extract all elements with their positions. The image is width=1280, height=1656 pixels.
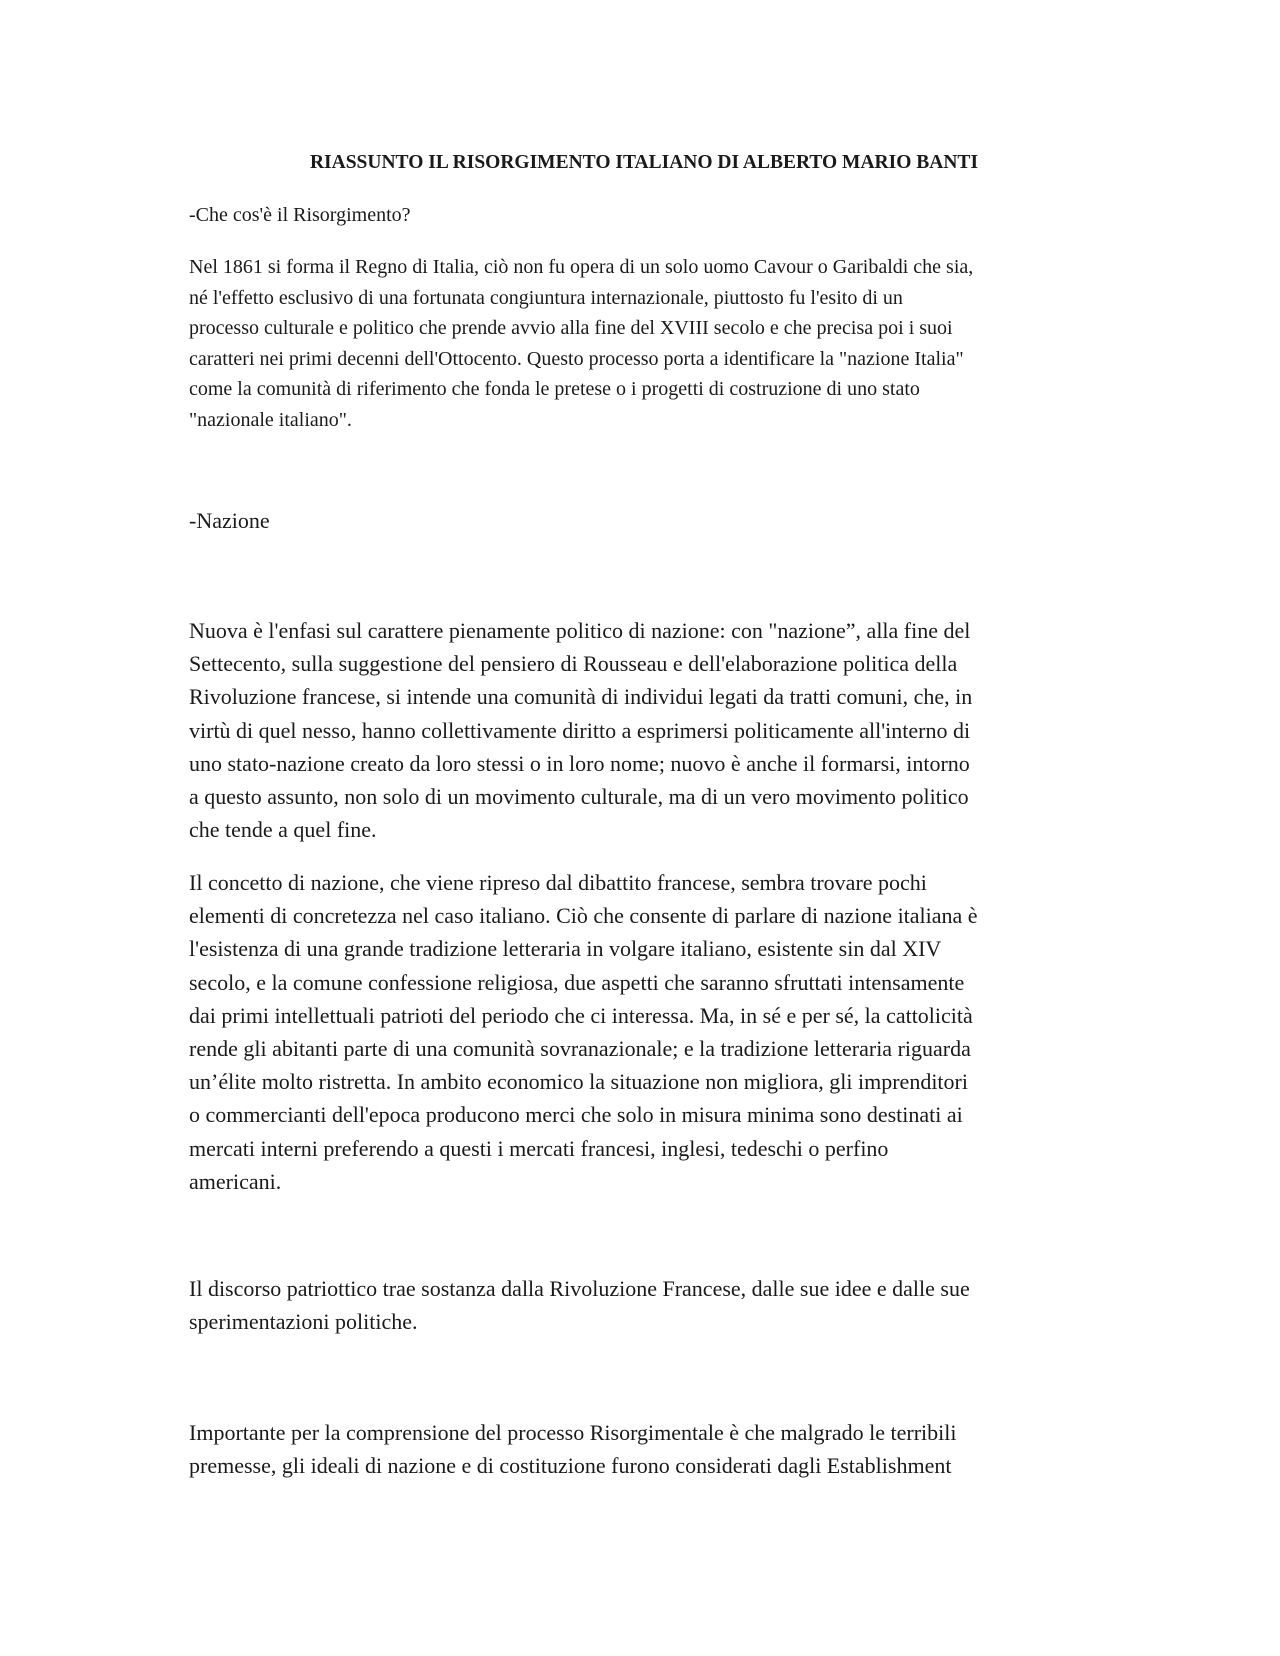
paragraph-line: Nuova è l'enfasi sul carattere pienamente politico di nazione: con "nazione”, alla fine del [189, 618, 971, 643]
paragraph-processo-risorgimentale [189, 1416, 1099, 1482]
paragraph-line: o commercianti dell'epoca producono merci che solo in misura minima sono destinati ai [189, 1102, 963, 1128]
paragraph-line: un’élite molto ristretta. In ambito economico la situazione non migliora, gli imprenditori [189, 1069, 968, 1095]
document-title: RIASSUNTO IL RISORGIMENTO ITALIANO DI ALBERTO MARIO BANTI [309, 152, 979, 173]
paragraph-line: a questo assunto, non solo di un movimento culturale, ma di un vero movimento politico [189, 784, 969, 810]
paragraph-line: americani. [189, 1168, 282, 1194]
paragraph-line: Rivoluzione francese, si intende una comunità di individui legati da tratti comuni, che, in [189, 684, 973, 710]
paragraph-line: premesse, gli ideali di nazione e di costituzione furono considerati dagli Establishment [189, 1453, 952, 1479]
paragraph-line: Importante per la comprensione del processo Risorgimentale è che malgrado le terribili [189, 1420, 957, 1445]
paragraph-line: che tende a quel fine. [189, 817, 377, 843]
document-page [189, 0, 1099, 1656]
section-question: -Che cos'è il Risorgimento? [189, 204, 411, 226]
paragraph-line: processo culturale e politico che prende avvio alla fine del XVIII secolo e che precisa poi i suoi [189, 317, 953, 339]
paragraph-line: elementi di concretezza nel caso italiano. Ciò che consente di parlare di nazione italiana è [189, 903, 978, 929]
paragraph-line: caratteri nei primi decenni dell'Ottocento. Questo processo porta a identificare la "nazione Italia" [189, 347, 964, 370]
section-heading-nazione: -Nazione [189, 508, 270, 533]
paragraph-line: secolo, e la comune confessione religiosa, due aspetti che saranno sfruttati intensamente [189, 969, 965, 995]
paragraph-line: "nazionale italiano". [189, 408, 352, 431]
paragraph-line: Il concetto di nazione, che viene ripreso dal dibattito francese, sembra trovare pochi [189, 870, 927, 895]
paragraph-concetto-nazione [189, 866, 1099, 1198]
paragraph-line: l'esistenza di una grande tradizione letteraria in volgare italiano, esistente sin dal XIV [189, 936, 942, 962]
paragraph-line: come la comunità di riferimento che fonda le pretese o i progetti di costruzione di uno stato [189, 378, 920, 400]
paragraph-line: Nel 1861 si forma il Regno di Italia, ciò non fu opera di un solo uomo Cavour o Garibaldi che sia, [189, 256, 974, 278]
paragraph-line: rende gli abitanti parte di una comunità sovranazionale; e la tradizione letteraria riguarda [189, 1036, 971, 1062]
paragraph-nazione-politica [189, 614, 1099, 846]
paragraph-line: dai primi intellettuali patrioti del periodo che ci interessa. Ma, in sé e per sé, la cattolicità [189, 1002, 973, 1028]
paragraph-line: sperimentazioni politiche. [189, 1309, 418, 1335]
paragraph-intro [189, 252, 1099, 435]
paragraph-line: né l'effetto esclusivo di una fortunata congiuntura internazionale, piuttosto fu l'esito di un [189, 286, 903, 309]
paragraph-discorso-patriottico [189, 1272, 1099, 1338]
paragraph-line: uno stato-nazione creato da loro stessi o in loro nome; nuovo è anche il formarsi, intorno [189, 750, 970, 776]
paragraph-line: mercati interni preferendo a questi i mercati francesi, inglesi, tedeschi o perfino [189, 1135, 889, 1161]
paragraph-line: Il discorso patriottico trae sostanza dalla Rivoluzione Francese, dalle sue idee e dalle sue [189, 1276, 970, 1301]
paragraph-line: virtù di quel nesso, hanno collettivamente diritto a esprimersi politicamente all'interno di [189, 717, 971, 743]
paragraph-line: Settecento, sulla suggestione del pensiero di Rousseau e dell'elaborazione politica della [189, 651, 958, 677]
